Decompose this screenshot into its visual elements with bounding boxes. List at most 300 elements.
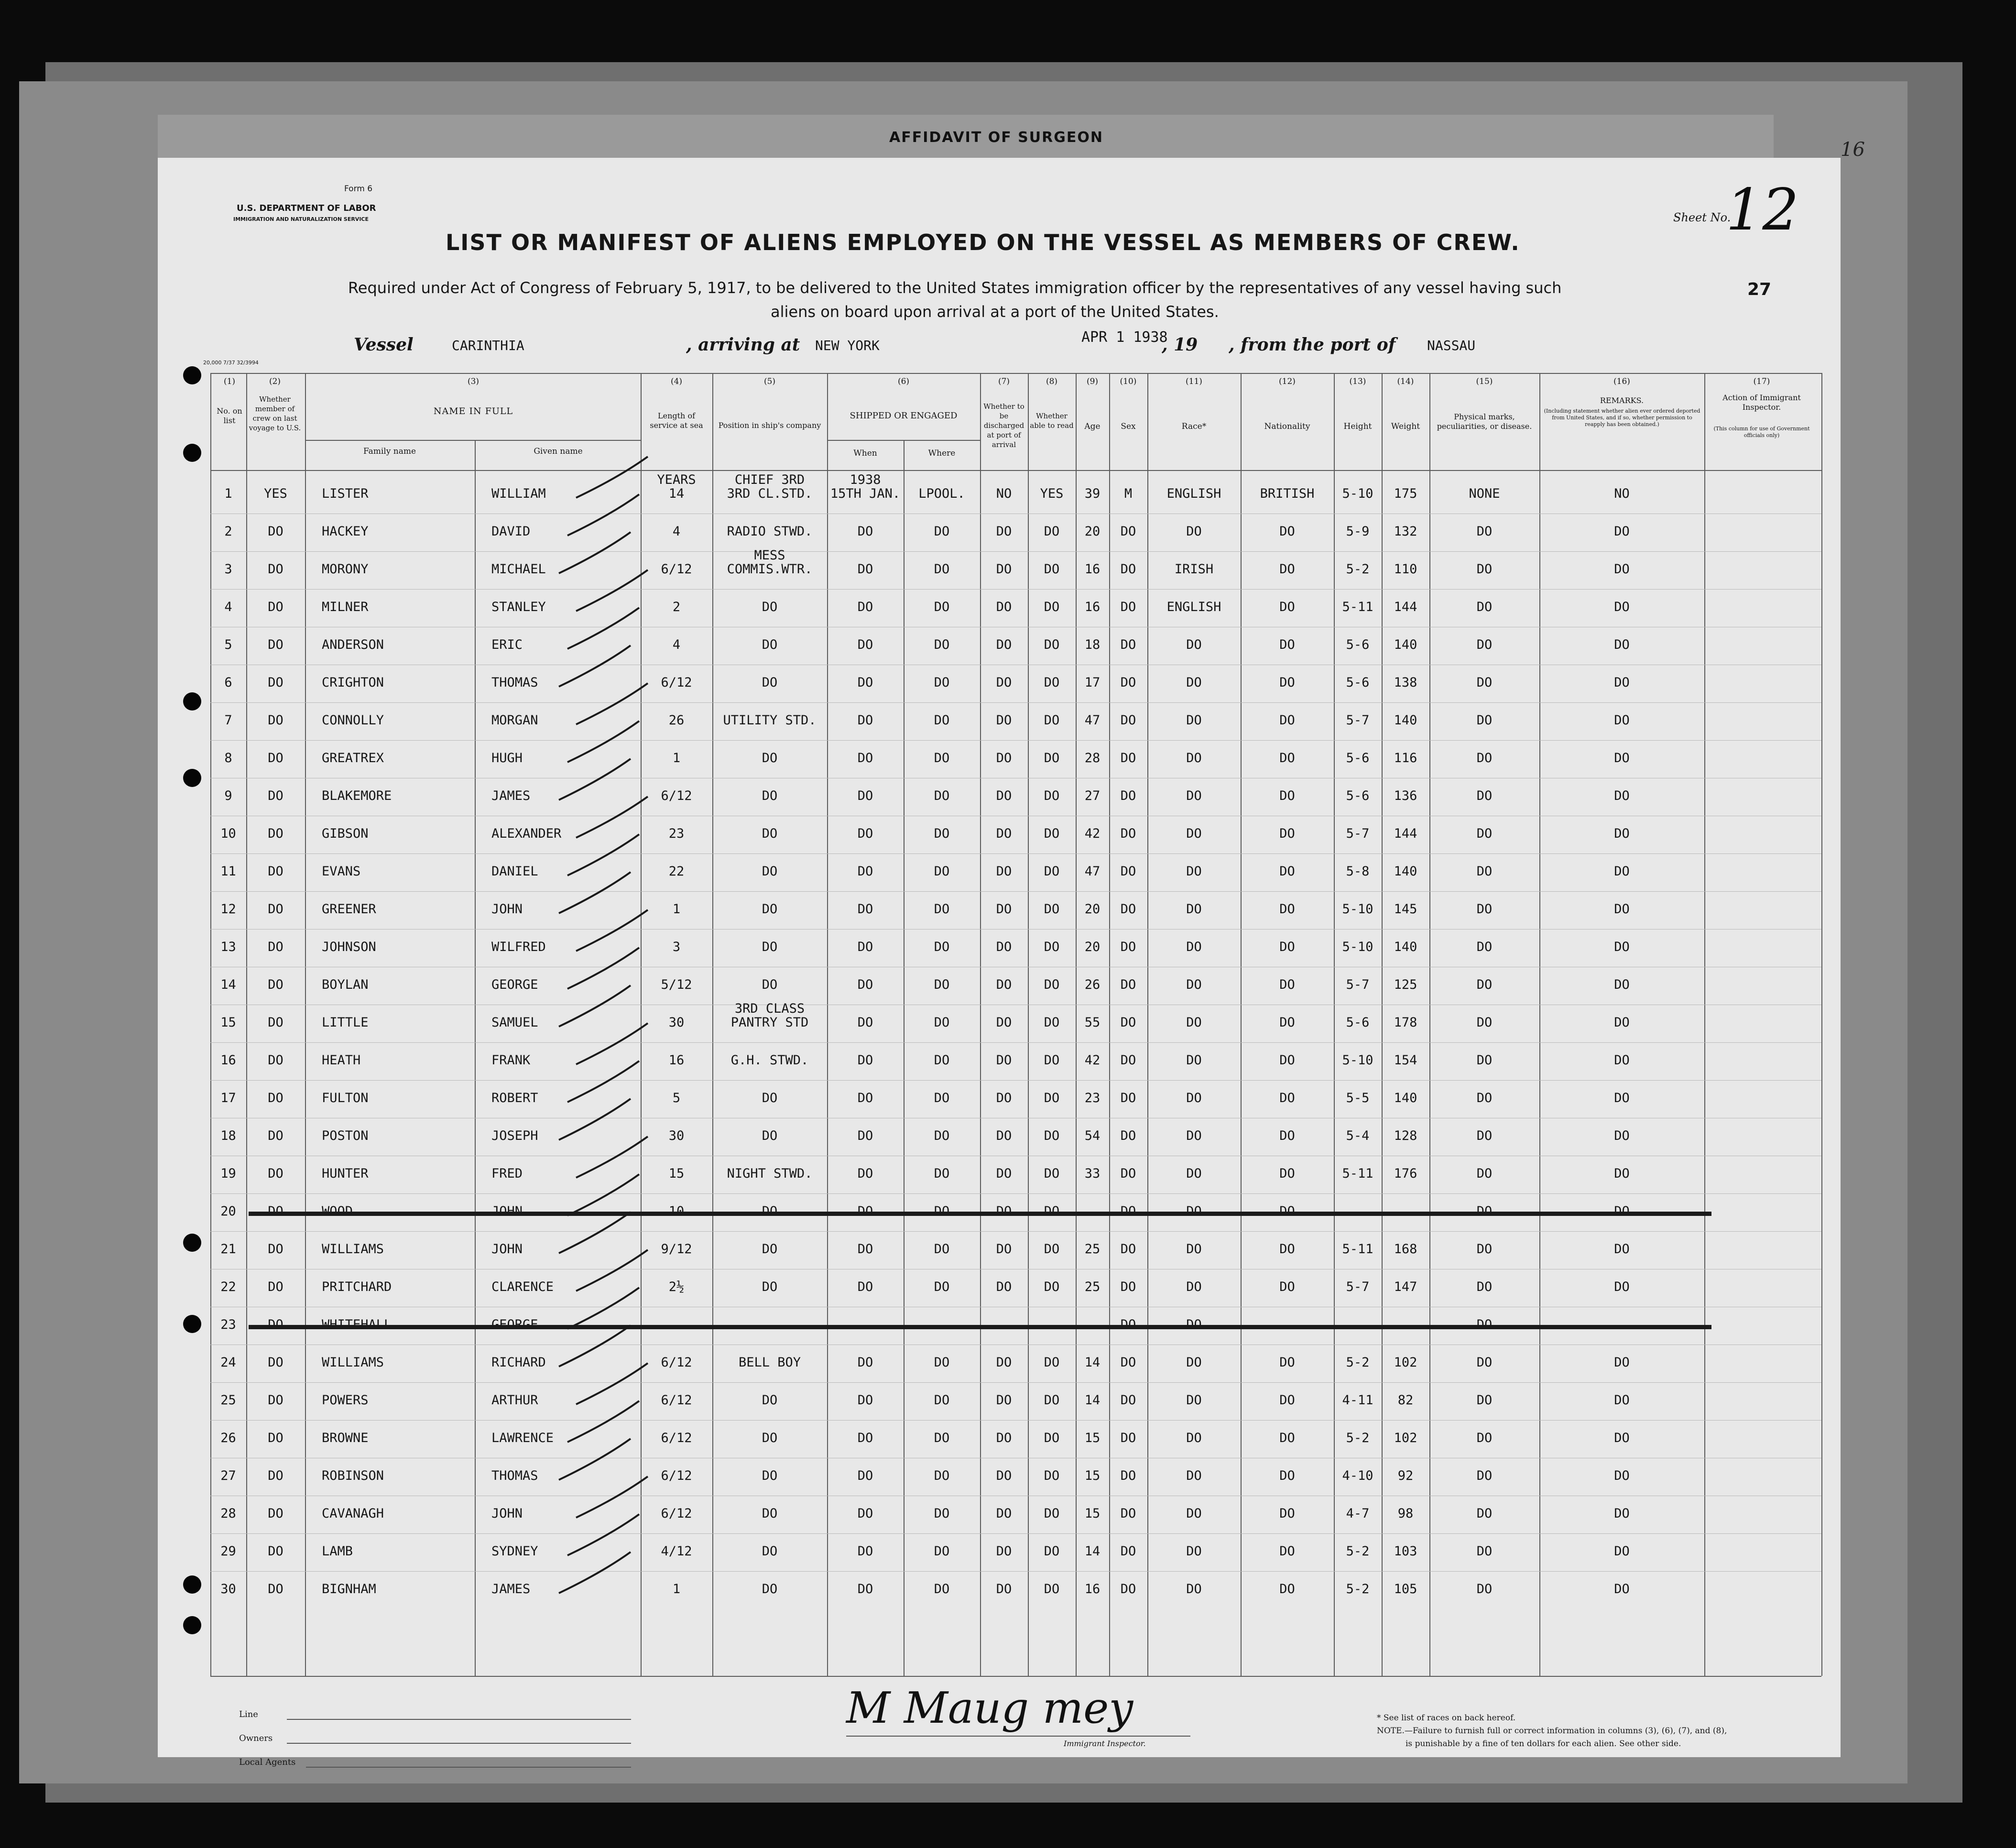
length-of-service-cell: 6/12 (661, 562, 692, 577)
age-cell: 47 (1084, 864, 1101, 879)
row-number-cell: 10 (220, 826, 236, 841)
position-cell: DO (762, 1242, 778, 1257)
race-cell: DO (1186, 1544, 1202, 1559)
age-cell: 47 (1084, 713, 1101, 728)
age-cell: 15 (1084, 1468, 1101, 1483)
age-cell: 33 (1084, 1166, 1101, 1181)
penalty-note-line1: NOTE.—Failure to furnish full or correct information in columns (3), (6), (7), and (8), (1377, 1726, 1727, 1736)
remarks-cell: DO (1614, 1468, 1630, 1483)
family-name-cell: BROWNE (322, 1431, 369, 1445)
sex-cell: DO (1120, 940, 1136, 954)
sex-cell: DO (1120, 977, 1136, 992)
age-cell: 16 (1084, 600, 1101, 614)
shipped-where-cell: DO (934, 1431, 950, 1445)
remarks-cell: DO (1614, 1355, 1630, 1370)
sex-cell: M (1124, 486, 1133, 501)
physical-marks-cell: DO (1476, 1166, 1493, 1181)
age-cell: 42 (1084, 1053, 1101, 1068)
race-cell: DO (1186, 826, 1202, 841)
race-cell: DO (1186, 637, 1202, 652)
member-last-voyage-cell: DO (268, 600, 283, 614)
age-cell: 39 (1084, 486, 1101, 501)
shipped-when-cell: DO (857, 1166, 873, 1181)
shipped-when-cell: DO (857, 1279, 873, 1294)
able-to-read-cell: DO (1044, 1582, 1060, 1596)
row-number-cell: 20 (220, 1204, 236, 1219)
shipped-when-cell: DO (857, 1393, 873, 1408)
nationality-cell: DO (1279, 1053, 1295, 1068)
remarks-cell: DO (1614, 940, 1630, 954)
given-name-cell: FRED (491, 1166, 523, 1181)
length-of-service-cell: 14 (668, 486, 685, 501)
nationality-cell: DO (1279, 1279, 1295, 1294)
able-to-read-cell: YES (1040, 486, 1064, 501)
discharged-cell: DO (996, 826, 1012, 841)
remarks-cell: DO (1614, 1015, 1630, 1030)
nationality-cell: DO (1279, 637, 1295, 652)
print-code: 20,000 7/37 32/3994 (203, 360, 259, 366)
position-top-cell: CHIEF 3RD (734, 472, 805, 487)
nationality-cell: DO (1279, 562, 1295, 577)
family-name-cell: CRIGHTON (322, 675, 384, 690)
sex-cell: DO (1120, 788, 1136, 803)
remarks-cell: DO (1614, 977, 1630, 992)
check-stroke-icon (567, 608, 639, 649)
able-to-read-cell: DO (1044, 1393, 1060, 1408)
remarks-cell: DO (1614, 713, 1630, 728)
length-of-service-cell: 15 (668, 1166, 685, 1181)
given-name-cell: JAMES (491, 788, 531, 803)
shipped-when-cell: DO (857, 1053, 873, 1068)
weight-cell: 147 (1394, 1279, 1417, 1294)
able-to-read-cell: DO (1044, 1166, 1060, 1181)
age-cell: 26 (1084, 977, 1101, 992)
age-cell: 25 (1084, 1279, 1101, 1294)
height-cell: 5-2 (1346, 1355, 1370, 1370)
year-label: , 19 (1162, 335, 1198, 355)
discharged-cell: DO (996, 1355, 1012, 1370)
check-stroke-icon (559, 985, 631, 1027)
weight-cell: 140 (1394, 864, 1417, 879)
remarks-cell: DO (1614, 826, 1630, 841)
race-cell: ENGLISH (1166, 600, 1221, 614)
check-stroke-icon (576, 570, 648, 611)
race-cell: DO (1186, 1091, 1202, 1105)
weight-cell: 144 (1394, 826, 1417, 841)
weight-cell: 110 (1394, 562, 1417, 577)
given-name-cell: SAMUEL (491, 1015, 538, 1030)
member-last-voyage-cell: DO (268, 1091, 283, 1105)
sex-cell: DO (1120, 1128, 1136, 1143)
physical-marks-cell: DO (1476, 1431, 1493, 1445)
member-last-voyage-cell: DO (268, 1544, 283, 1559)
shipped-where-cell: DO (934, 1091, 950, 1105)
col-14-number: (14) (1397, 377, 1414, 386)
position-top-cell: MESS (754, 548, 785, 563)
weight-cell: 140 (1394, 637, 1417, 652)
col-16-number: (16) (1613, 377, 1630, 386)
check-stroke-icon (559, 1552, 631, 1593)
row-number-cell: 16 (220, 1053, 236, 1068)
weight-cell: 168 (1394, 1242, 1417, 1257)
age-cell: 54 (1084, 1128, 1101, 1143)
able-to-read-cell: DO (1044, 713, 1060, 728)
vessel-label: Vessel (354, 335, 414, 355)
col-7-label: Whether to be discharged at port of arrival (983, 402, 1024, 449)
given-name-cell: MORGAN (491, 713, 538, 728)
position-cell: 3RD CL.STD. (727, 486, 813, 501)
col-9-number: (9) (1086, 377, 1099, 386)
physical-marks-cell: DO (1476, 1279, 1493, 1294)
sheet-number: 12 (1726, 177, 1799, 243)
shipped-where-cell: DO (934, 713, 950, 728)
given-name-cell: DAVID (491, 524, 531, 539)
discharged-cell: DO (996, 1015, 1012, 1030)
given-name-cell: WILFRED (491, 940, 546, 954)
able-to-read-cell: DO (1044, 902, 1060, 917)
col-13-number: (13) (1349, 377, 1366, 386)
height-cell: 5-11 (1342, 1242, 1373, 1257)
sheet-label: Sheet No. (1673, 211, 1731, 224)
shipped-when-cell: DO (857, 1544, 873, 1559)
position-cell: DO (762, 1128, 778, 1143)
physical-marks-cell: DO (1476, 1355, 1493, 1370)
length-of-service-cell: 2½ (668, 1279, 685, 1294)
family-name-cell: POSTON (322, 1128, 369, 1143)
shipped-where-cell: DO (934, 1468, 950, 1483)
able-to-read-cell: DO (1044, 1431, 1060, 1445)
sex-cell: DO (1120, 826, 1136, 841)
arriving-port: NEW YORK (815, 338, 880, 353)
age-cell: 14 (1084, 1355, 1101, 1370)
shipped-when-cell: DO (857, 562, 873, 577)
weight-cell: 103 (1394, 1544, 1417, 1559)
discharged-cell: DO (996, 1128, 1012, 1143)
position-cell: DO (762, 1544, 778, 1559)
nationality-cell: DO (1279, 675, 1295, 690)
col-8-label: Whether able to read (1030, 412, 1074, 430)
remarks-cell: DO (1614, 637, 1630, 652)
shipped-when-cell: DO (857, 1582, 873, 1596)
position-cell: NIGHT STWD. (727, 1166, 813, 1181)
row-number-cell: 6 (224, 675, 232, 690)
action-note: (This column for use of Government officials only) (1713, 426, 1810, 438)
weight-cell: 116 (1394, 751, 1417, 765)
age-cell: 14 (1084, 1393, 1101, 1408)
row-number-cell: 24 (220, 1355, 236, 1370)
given-name-cell: JAMES (491, 1582, 531, 1596)
family-name-header: Family name (363, 447, 416, 456)
col-6-number: (6) (897, 377, 910, 386)
discharged-cell: DO (996, 864, 1012, 879)
nationality-cell: DO (1279, 1582, 1295, 1596)
sex-cell: DO (1120, 1355, 1136, 1370)
given-name-cell: GEORGE (491, 977, 538, 992)
given-name-cell: ALEXANDER (491, 826, 562, 841)
shipped-when-cell: DO (857, 600, 873, 614)
sex-cell: DO (1120, 1393, 1136, 1408)
length-of-service-cell: 6/12 (661, 1468, 692, 1483)
nationality-cell: DO (1279, 1544, 1295, 1559)
shipped-where-cell: DO (934, 1393, 950, 1408)
family-name-cell: MORONY (322, 562, 369, 577)
family-name-cell: BLAKEMORE (322, 788, 392, 803)
length-of-service-cell: 2 (672, 600, 681, 614)
physical-marks-cell: DO (1476, 1242, 1493, 1257)
remarks-cell: DO (1614, 864, 1630, 879)
weight-cell: 138 (1394, 675, 1417, 690)
able-to-read-cell: DO (1044, 1279, 1060, 1294)
shipped-when-cell: DO (857, 524, 873, 539)
member-last-voyage-cell: DO (268, 1582, 283, 1596)
row-number-cell: 12 (220, 902, 236, 917)
given-name-cell: RICHARD (491, 1355, 546, 1370)
weight-cell: 145 (1394, 902, 1417, 917)
age-cell: 14 (1084, 1544, 1101, 1559)
able-to-read-cell: DO (1044, 1544, 1060, 1559)
race-cell: DO (1186, 788, 1202, 803)
height-cell: 5-4 (1346, 1128, 1370, 1143)
nationality-cell: DO (1279, 1166, 1295, 1181)
sex-cell: DO (1120, 1242, 1136, 1257)
remarks-cell: DO (1614, 788, 1630, 803)
row-number-cell: 28 (220, 1506, 236, 1521)
shipped-where-cell: DO (934, 562, 950, 577)
col-9-label: Age (1084, 422, 1101, 431)
physical-marks-cell: NONE (1469, 486, 1500, 501)
weight-cell: 176 (1394, 1166, 1417, 1181)
weight-cell: 175 (1394, 486, 1417, 501)
physical-marks-cell: DO (1476, 1393, 1493, 1408)
shipped-where-cell: DO (934, 600, 950, 614)
member-last-voyage-cell: DO (268, 826, 283, 841)
member-last-voyage-cell: DO (268, 675, 283, 690)
member-last-voyage-cell: DO (268, 562, 283, 577)
shipped-where-cell: DO (934, 1053, 950, 1068)
shipped-where-cell: DO (934, 751, 950, 765)
sex-cell: DO (1120, 637, 1136, 652)
shipped-where-cell: DO (934, 826, 950, 841)
position-cell: DO (762, 751, 778, 765)
race-cell: DO (1186, 1279, 1202, 1294)
remarks-cell: DO (1614, 562, 1630, 577)
age-cell: 17 (1084, 675, 1101, 690)
col-10-number: (10) (1120, 377, 1137, 386)
check-stroke-icon (559, 532, 631, 573)
age-cell: 15 (1084, 1431, 1101, 1445)
check-stroke-icon (576, 797, 648, 838)
check-stroke-icon (576, 910, 648, 951)
physical-marks-cell: DO (1476, 713, 1493, 728)
position-cell: DO (762, 902, 778, 917)
physical-marks-cell: DO (1476, 788, 1493, 803)
height-cell: 5-11 (1342, 600, 1373, 614)
physical-marks-cell: DO (1476, 1582, 1493, 1596)
when-header: When (853, 448, 877, 458)
physical-marks-cell: DO (1476, 902, 1493, 917)
age-cell: 42 (1084, 826, 1101, 841)
row-number-cell: 2 (224, 524, 232, 539)
sex-cell: DO (1120, 1582, 1136, 1596)
nationality-cell: DO (1279, 1128, 1295, 1143)
given-name-cell: STANLEY (491, 600, 546, 614)
check-stroke-icon (567, 1401, 639, 1442)
weight-cell: 140 (1394, 1091, 1417, 1105)
position-cell: G.H. STWD. (730, 1053, 809, 1068)
inspector-signature: M Maug mey (846, 1683, 1133, 1733)
able-to-read-cell: DO (1044, 637, 1060, 652)
shipped-where-cell: LPOOL. (918, 486, 965, 501)
service-name: IMMIGRATION AND NATURALIZATION SERVICE (233, 216, 369, 222)
length-of-service-cell: 26 (668, 713, 685, 728)
col-10-label: Sex (1121, 422, 1136, 431)
member-last-voyage-cell: DO (268, 1128, 283, 1143)
sex-cell: DO (1120, 864, 1136, 879)
sex-cell: DO (1120, 1015, 1136, 1030)
discharged-cell: DO (996, 1468, 1012, 1483)
col-17-label: Action of Immigrant Inspector. (1722, 393, 1801, 412)
position-cell: DO (762, 637, 778, 652)
height-cell: 5-11 (1342, 1166, 1373, 1181)
given-name-cell: WILLIAM (491, 486, 546, 501)
race-cell: DO (1186, 524, 1202, 539)
nationality-cell: DO (1279, 751, 1295, 765)
able-to-read-cell: DO (1044, 751, 1060, 765)
vessel-name: CARINTHIA (452, 338, 524, 353)
age-cell: 15 (1084, 1506, 1101, 1521)
able-to-read-cell: DO (1044, 524, 1060, 539)
shipped-where-cell: DO (934, 1242, 950, 1257)
length-of-service-cell: 3 (672, 940, 681, 954)
shipped-when-cell: DO (857, 1506, 873, 1521)
age-cell: 16 (1084, 562, 1101, 577)
height-cell: 5-8 (1346, 864, 1370, 879)
position-cell: DO (762, 977, 778, 992)
col-1-number: (1) (223, 377, 236, 386)
member-last-voyage-cell: DO (268, 1166, 283, 1181)
family-name-cell: BIGNHAM (322, 1582, 376, 1596)
family-name-cell: ROBINSON (322, 1468, 384, 1483)
owners-label: Owners (239, 1733, 273, 1743)
length-of-service-cell: 6/12 (661, 1355, 692, 1370)
family-name-cell: POWERS (322, 1393, 369, 1408)
shipped-where-cell: DO (934, 1166, 950, 1181)
height-cell: 5-6 (1346, 637, 1370, 652)
check-stroke-icon (576, 1250, 648, 1291)
race-cell: DO (1186, 902, 1202, 917)
nationality-cell: BRITISH (1260, 486, 1315, 501)
physical-marks-cell: DO (1476, 562, 1493, 577)
shipped-when-cell: DO (857, 637, 873, 652)
age-cell: 20 (1084, 902, 1101, 917)
able-to-read-cell: DO (1044, 562, 1060, 577)
weight-cell: 82 (1397, 1393, 1414, 1408)
discharged-cell: DO (996, 1582, 1012, 1596)
penalty-note-line2: is punishable by a fine of ten dollars for each alien. See other side. (1406, 1739, 1681, 1749)
shipped-when-cell: DO (857, 902, 873, 917)
given-name-header: Given name (534, 447, 583, 456)
discharged-cell: DO (996, 562, 1012, 577)
physical-marks-cell: DO (1476, 600, 1493, 614)
shipped-when-cell: DO (857, 977, 873, 992)
able-to-read-cell: DO (1044, 1355, 1060, 1370)
given-name-cell: DANIEL (491, 864, 538, 879)
check-stroke-icon (567, 721, 639, 762)
height-cell: 5-5 (1346, 1091, 1370, 1105)
check-stroke-icon (576, 457, 648, 498)
able-to-read-cell: DO (1044, 1242, 1060, 1257)
discharged-cell: DO (996, 1544, 1012, 1559)
sex-cell: DO (1120, 1431, 1136, 1445)
remarks-cell: DO (1614, 1242, 1630, 1257)
height-cell: 4-7 (1346, 1506, 1370, 1521)
height-cell: 5-7 (1346, 713, 1370, 728)
family-name-cell: WILLIAMS (322, 1355, 384, 1370)
check-stroke-icon (567, 1288, 639, 1329)
shipped-when-cell: DO (857, 751, 873, 765)
row-number-cell: 9 (224, 788, 232, 803)
sex-cell: DO (1120, 1053, 1136, 1068)
length-of-service-cell: 4 (672, 524, 681, 539)
sex-cell: DO (1120, 562, 1136, 577)
height-cell: 5-6 (1346, 751, 1370, 765)
check-stroke-icon (559, 1099, 631, 1140)
height-cell: 4-10 (1342, 1468, 1373, 1483)
nationality-cell: DO (1279, 1355, 1295, 1370)
nationality-cell: DO (1279, 826, 1295, 841)
physical-marks-cell: DO (1476, 675, 1493, 690)
where-header: Where (928, 448, 956, 458)
line-label: Line (239, 1709, 258, 1719)
remarks-cell: NO (1614, 486, 1630, 501)
family-name-cell: CONNOLLY (322, 713, 384, 728)
able-to-read-cell: DO (1044, 1468, 1060, 1483)
able-to-read-cell: DO (1044, 1091, 1060, 1105)
length-of-service-cell: 4 (672, 637, 681, 652)
member-last-voyage-cell: DO (268, 713, 283, 728)
col-15-number: (15) (1476, 377, 1493, 386)
height-cell: 5-10 (1342, 902, 1373, 917)
member-last-voyage-cell: DO (268, 1431, 283, 1445)
nationality-cell: DO (1279, 713, 1295, 728)
member-last-voyage-cell: DO (268, 864, 283, 879)
weight-cell: 98 (1397, 1506, 1414, 1521)
col-14-label: Weight (1391, 422, 1420, 431)
physical-marks-cell: DO (1476, 524, 1493, 539)
check-stroke-icon (559, 1325, 631, 1367)
weight-cell: 178 (1394, 1015, 1417, 1030)
check-stroke-icon (567, 1174, 639, 1215)
physical-marks-cell: DO (1476, 826, 1493, 841)
shipped-when-cell: DO (857, 713, 873, 728)
shipped-where-cell: DO (934, 1355, 950, 1370)
length-of-service-cell: 6/12 (661, 1431, 692, 1445)
row-number-cell: 4 (224, 600, 232, 614)
check-stroke-icon (567, 494, 639, 536)
check-stroke-icon (567, 1514, 639, 1555)
row-number-cell: 23 (220, 1317, 236, 1332)
shipped-when-cell: DO (857, 1128, 873, 1143)
shipped-where-cell: DO (934, 524, 950, 539)
given-name-cell: CLARENCE (491, 1279, 554, 1294)
able-to-read-cell: DO (1044, 1506, 1060, 1521)
weight-cell: 132 (1394, 524, 1417, 539)
able-to-read-cell: DO (1044, 675, 1060, 690)
position-cell: COMMIS.WTR. (727, 562, 813, 577)
weight-cell: 154 (1394, 1053, 1417, 1068)
age-cell: 20 (1084, 940, 1101, 954)
col-1-label: No. on list (217, 406, 242, 425)
